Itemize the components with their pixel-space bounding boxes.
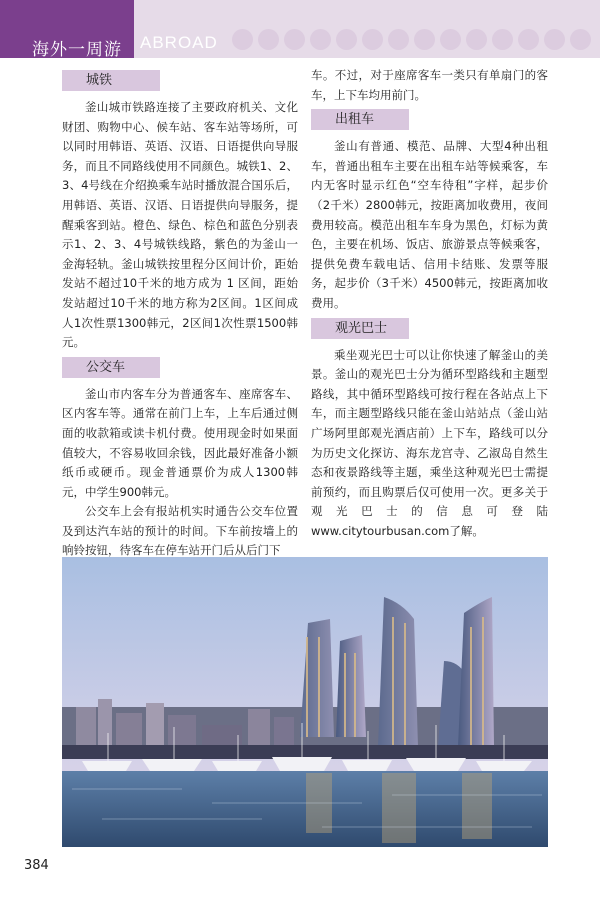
section-heading-sightseeing-bus: 观光巴士 bbox=[311, 318, 409, 339]
header-dot bbox=[544, 29, 565, 50]
bus-paragraph: 公交车上会有报站机实时通告公交车位置及到达汽车站的预计的时间。下车前按墙上的响铃按钮，待客车在停车站开门后从后门下 bbox=[62, 504, 298, 558]
header-dot bbox=[284, 29, 305, 50]
header-dot bbox=[466, 29, 487, 50]
section-heading-subway: 城铁 bbox=[62, 70, 160, 91]
header-title: 海外一周游 bbox=[32, 40, 122, 60]
header-dot-pattern bbox=[232, 28, 600, 52]
busan-marina-photo bbox=[62, 557, 548, 847]
header-dot bbox=[388, 29, 409, 50]
bus-paragraph: 釜山市内客车分为普通客车、座席客车、区内客车等。通常在前门上车，上车后通过侧面的收款箱或读卡机付费。使用现金时如果面值较大，不容易收回余钱，因此最好准备小额纸币或硬币。现金普通票价为成人1300韩元，中学生900韩元。 bbox=[62, 386, 298, 499]
header-dot bbox=[310, 29, 331, 50]
header-dot bbox=[440, 29, 461, 50]
section-heading-bus: 公交车 bbox=[62, 357, 160, 378]
header-dot bbox=[492, 29, 513, 50]
page-number: 384 bbox=[24, 858, 49, 873]
header-subtitle: ABROAD bbox=[140, 33, 218, 52]
header-dot bbox=[258, 29, 279, 50]
header-dot bbox=[232, 29, 253, 50]
page-header bbox=[0, 0, 600, 58]
subway-paragraph: 釜山城市铁路连接了主要政府机关、文化财团、购物中心、候车站、客车站等场所，可以同时用韩语、英语、汉语、日语提供向导服务，而且不同路线使用不同颜色。城铁1、2、3、4号线在介绍换乘车站时播放混合国乐后，用韩语、英语、汉语、日语提供向导服务，提醒乘客到站。橙色、绿色、棕色和蓝色分别表示1、2、3、4号城铁线路，紫色的为釜山一金海轻轨。釜山城铁按里程分区间计价，距始发站不超过10千米的地方成为 1 区间，距始发站超过10千米的地方称为2区间。1区间成人1次性票1300韩元，2区间1次性票1500韩元。 bbox=[62, 100, 298, 350]
header-dot bbox=[414, 29, 435, 50]
sightseeing-bus-paragraph: 乘坐观光巴士可以让你快速了解釜山的美景。釜山的观光巴士分为循环型路线和主题型路线，其中循环型路线可按行程在各站点上下车，而主题型路线只能在釜山站站点（釜山站广场阿里郎观光酒店前）上下车，路线可以分为历史文化探访、海东龙宫寺、乙淑岛自然生态和夜景路线等主题，乘坐这种观光巴士需提前预约，而且购票后仅可使用一次。更多关于观光巴士的信息可登陆www.citytourbusan.com了解。 bbox=[311, 347, 548, 538]
left-column bbox=[62, 66, 298, 561]
taxi-paragraph: 釜山有普通、模范、品牌、大型4种出租车，普通出租车主要在出租车站等候乘客，车内无客时显示红色“空车待租”字样，起步价（2千米）2800韩元，按距离加收费用，夜间费用较高。模范出租车车身为黑色，灯标为黄色，主要在机场、饭店、旅游景点等候乘客，提供免费车载电话、信用卡结账、发票等服务，起步价（3千米）4500韩元，按距离加收费用。 bbox=[311, 139, 548, 310]
header-dot bbox=[336, 29, 357, 50]
right-column bbox=[311, 66, 548, 541]
section-heading-taxi: 出租车 bbox=[311, 109, 409, 130]
header-dot bbox=[362, 29, 383, 50]
header-dot bbox=[570, 29, 591, 50]
header-dot bbox=[518, 29, 539, 50]
bus-paragraph-continued: 车。不过，对于座席客车一类只有单扇门的客车，上下车均用前门。 bbox=[311, 68, 548, 102]
